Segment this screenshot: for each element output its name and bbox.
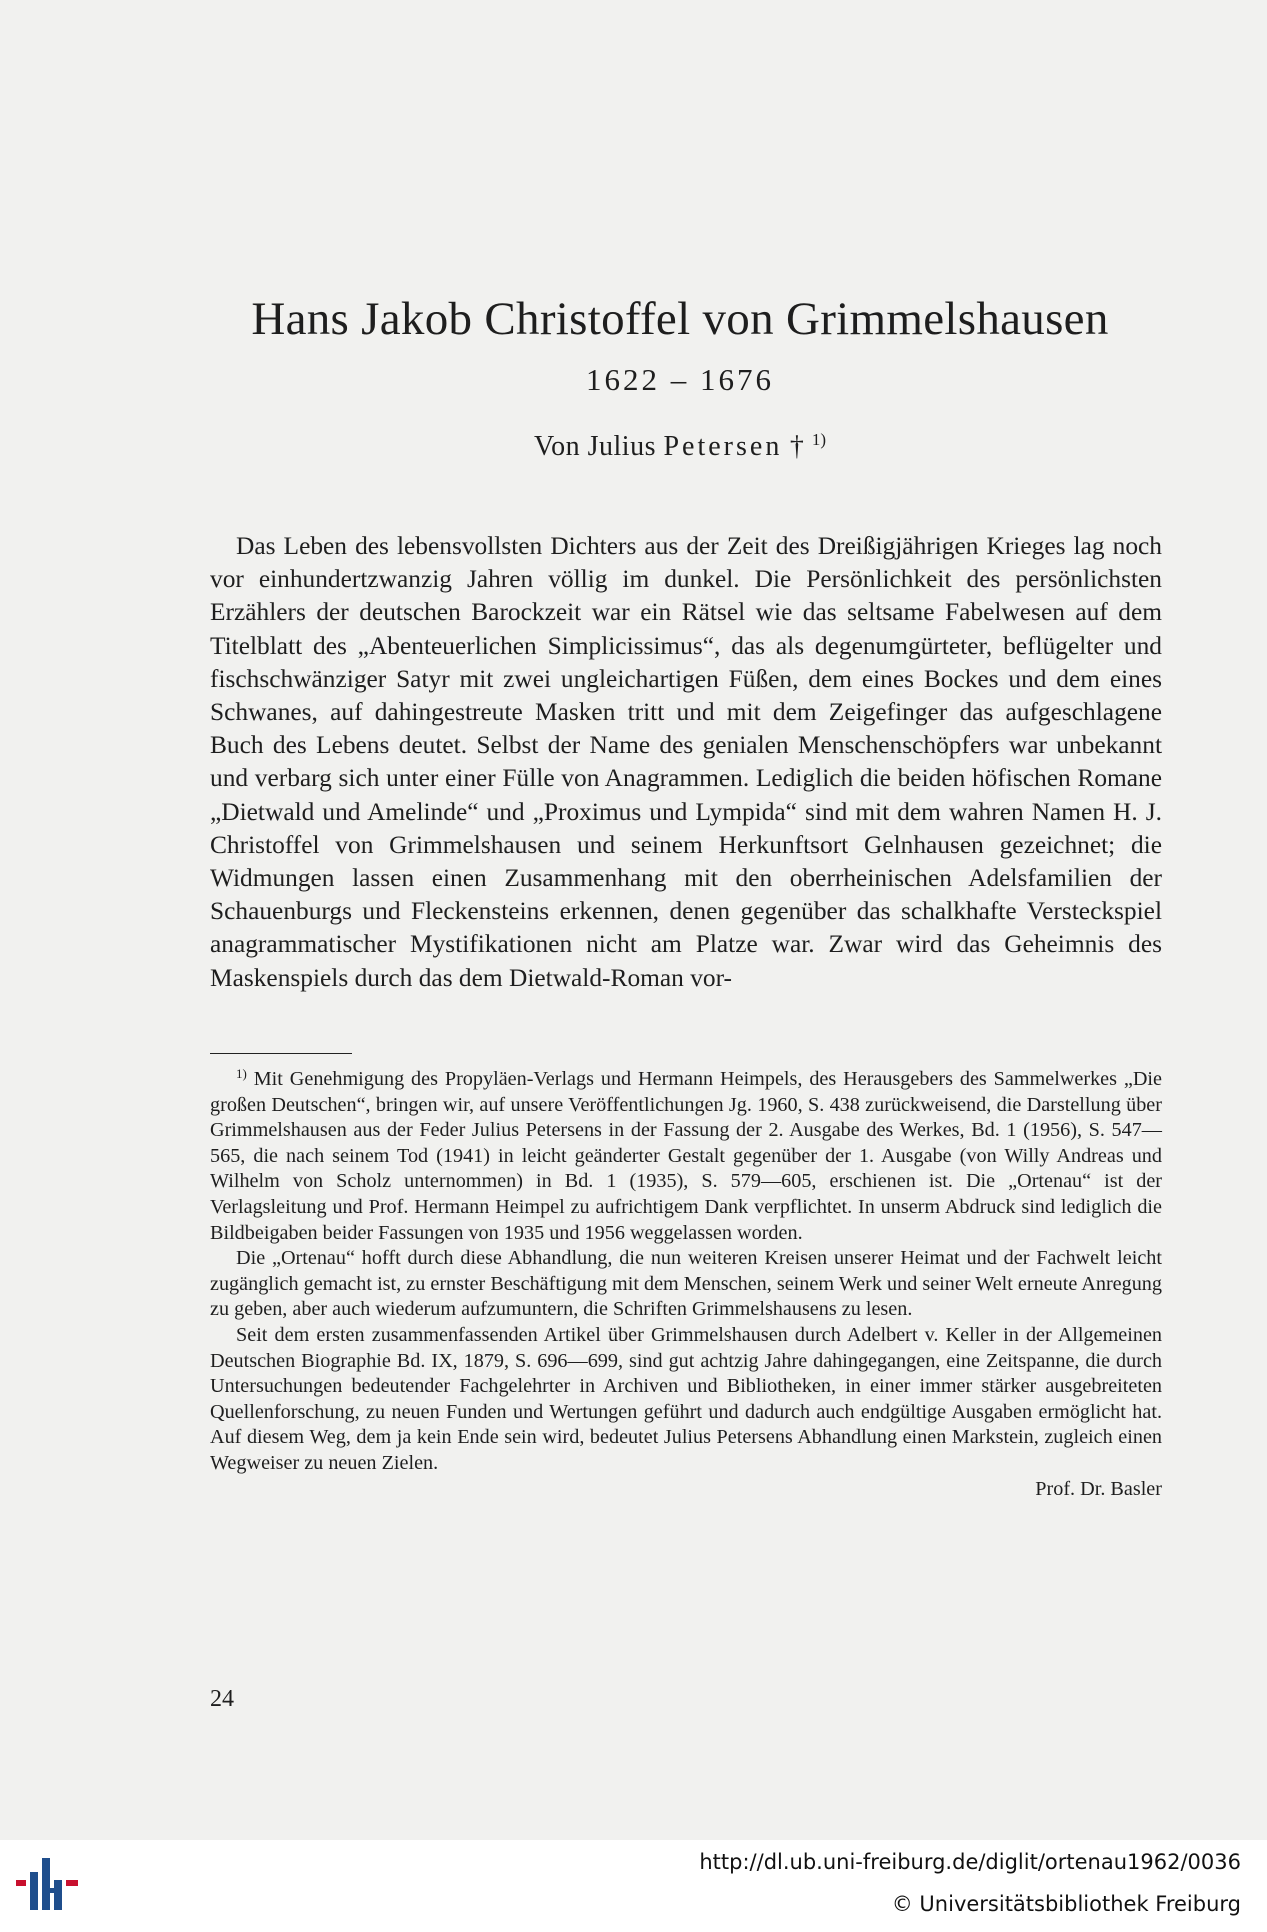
viewer-footer — [0, 1840, 1267, 1932]
page-number: 24 — [210, 1686, 234, 1712]
byline — [0, 430, 1267, 463]
footnote-marker: 1) — [236, 1066, 247, 1081]
life-dates: 1622 – 1676 — [586, 362, 774, 397]
dagger-mark: † — [789, 431, 805, 462]
footnote-divider — [210, 1053, 352, 1054]
footnote-2: Die „Ortenau“ hofft durch diese Abhandlung, die nun weiteren Kreisen unserer Heimat und der Fachwelt leicht zugänglich gemacht ist, zu ernster Beschäftigung mit dem Menschen, seinem Werk und seiner Welt erneute Anregung zu geben, aber auch wiederum aufzumuntern, die Schriften Grimmelshausens zu lesen. — [210, 1247, 1162, 1321]
source-url-link[interactable]: http://dl.ub.uni-freiburg.de/diglit/ortenau1962/0036 — [699, 1850, 1241, 1874]
footnote-signature: Prof. Dr. Basler — [1035, 1477, 1162, 1500]
ub-freiburg-logo-icon — [14, 1852, 84, 1922]
footnote-1 — [210, 1061, 1162, 1246]
article-title: Hans Jakob Christoffel von Grimmelshausen — [251, 293, 1109, 345]
article-body — [210, 530, 1162, 995]
body-paragraph: Das Leben des lebensvollsten Dichters aus der Zeit des Dreißigjährigen Krieges lag noch vor einhundertzwanzig Jahren völlig im dunkel. Die Persönlichkeit des persönlichsten Erzählers der deutschen Barockzeit war ein Rätsel wie das seltsame Fabelwesen auf dem Titelblatt des „Abenteuerlichen Simplicissimus“, das als degenumgürteter, beflügelter und fischschwänziger Satyr mit zwei ungleichartigen Füßen, dem eines Bockes und dem eines Schwanes, auf dahingestreute Masken tritt und mit dem Zeigefinger das aufgeschlagene Buch des Lebens deutet. Selbst der Name des genialen Menschenschöpfers war unbekannt und verbarg sich unter einer Fülle von Anagrammen. Lediglich die beiden höfischen Romane „Dietwald und Amelinde“ und „Proximus und Lympida“ sind mit dem wahren Namen H. J. Christoffel von Grimmelshausen und seinem Herkunftsort Gelnhausen gezeichnet; die Widmungen lassen einen Zusammenhang mit den oberrheinischen Adelsfamilien der Schauenburgs und Fleckensteins erkennen, denen gegenüber das schalkhafte Versteckspiel anagrammatischer Mystifikationen nicht am Platze war. Zwar wird das Geheimnis des Maskenspiels durch das dem Dietwald-Roman vor- — [210, 532, 1162, 992]
footnote-reference: 1) — [811, 430, 826, 449]
copyright-notice: © Universitätsbibliothek Freiburg — [891, 1892, 1241, 1916]
footnote-3: Seit dem ersten zusammenfassenden Artikel über Grimmelshausen durch Adelbert v. Keller in der Allgemeinen Deutschen Biographie Bd. IX, 1879, S. 696—699, sind gut achtzig Jahre dahingegangen, eine Zeitspanne, die durch Untersuchungen bedeutender Fachgelehrter in Archiven und Bibliotheken, in einer immer stärker ausgebreiteten Quellenforschung, zu neuen Funden und Wertungen geführt und dadurch auch endgültige Ausgaben ermöglicht hat. Auf diesem Weg, dem ja kein Ende sein wird, bedeutet Julius Petersens Abhandlung einen Markstein, zugleich einen Wegweiser zu neuen Zielen. — [210, 1323, 1162, 1474]
byline-prefix: Von Julius — [534, 431, 656, 462]
footnote-1-text: Mit Genehmigung des Propyläen-Verlags und Hermann Heimpels, des Herausgebers des Sammelwerkes „Die großen Deutschen“, bringen wir, auf unsere Veröffentlichungen Jg. 1960, S. 438 zurückweisend, die Darstellung über Grimmelshausen aus der Feder Julius Petersens in der Fassung der 2. Ausgabe des Werkes, Bd. 1 (1956), S. 547—565, die nach seinem Tod (1941) in leicht geänderter Gestalt gegenüber der 1. Ausgabe (von Willy Andreas und Wilhelm von Scholz unternommen) in Bd. 1 (1935), S. 579—605, erschienen ist. Die „Ortenau“ ist der Verlagsleitung und Prof. Hermann Heimpel zu aufrichtigem Dank verpflichtet. In unserm Abdruck sind lediglich die Bildbeigaben beider Fassungen von 1935 und 1956 weggelassen worden. — [210, 1068, 1162, 1244]
footnotes — [210, 1061, 1162, 1502]
author-name: Petersen — [663, 431, 783, 462]
